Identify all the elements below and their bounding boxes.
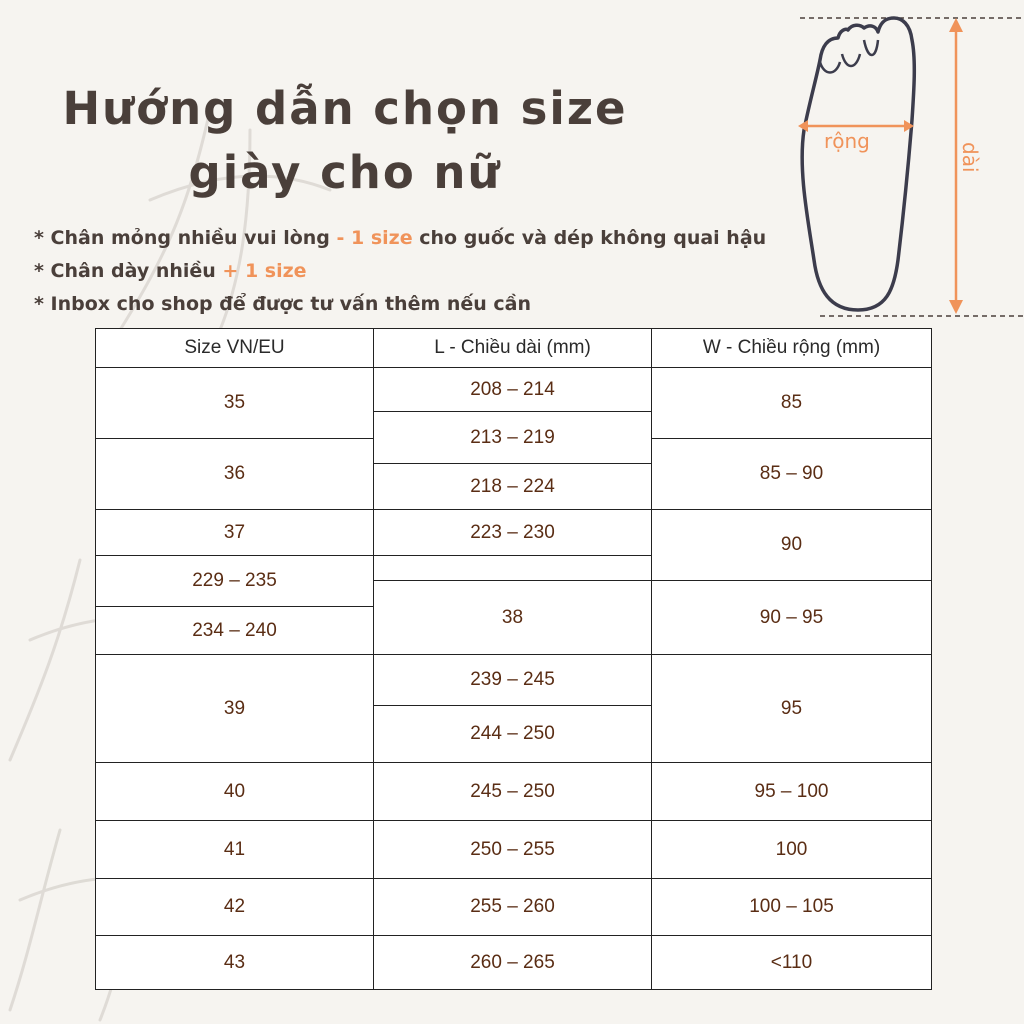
notes-list — [34, 222, 814, 321]
size-cell: 38 — [374, 581, 652, 655]
width-cell: 85 — [652, 368, 932, 439]
length-cell: 213 – 219 — [374, 412, 652, 464]
width-cell: <110 — [652, 936, 932, 990]
width-cell: 85 – 90 — [652, 439, 932, 510]
length-cell: 229 – 235 — [96, 556, 374, 607]
length-cell: 245 – 250 — [374, 763, 652, 821]
size-cell: 36 — [96, 439, 374, 510]
length-cell: 255 – 260 — [374, 879, 652, 936]
header-size: Size VN/EU — [96, 329, 374, 368]
length-cell: 239 – 245 — [374, 655, 652, 706]
table-row — [96, 655, 932, 706]
width-cell: 100 — [652, 821, 932, 879]
note-accent: + 1 size — [222, 260, 307, 282]
note-thin-feet — [34, 222, 814, 255]
table-header-row — [96, 329, 932, 368]
note-text: * Inbox cho shop để được tư vấn thêm nếu cần — [34, 293, 532, 315]
table-row — [96, 368, 932, 412]
size-cell: 35 — [96, 368, 374, 439]
note-text: * Chân dày nhiều — [34, 260, 223, 282]
length-cell: 208 – 214 — [374, 368, 652, 412]
size-cell: 41 — [96, 821, 374, 879]
table-row — [96, 763, 932, 821]
length-cell: 260 – 265 — [374, 936, 652, 990]
width-cell: 100 – 105 — [652, 879, 932, 936]
size-cell: 39 — [96, 655, 374, 763]
note-text: cho guốc và dép không quai hậu — [412, 227, 767, 249]
page-subtitle: giày cho nữ — [188, 146, 502, 199]
size-cell: 37 — [96, 510, 374, 556]
length-cell: 244 – 250 — [374, 706, 652, 763]
size-table — [95, 328, 932, 990]
note-thick-feet — [34, 255, 814, 288]
table-row — [96, 879, 932, 936]
length-label: dài — [958, 142, 982, 173]
width-cell: 95 – 100 — [652, 763, 932, 821]
length-cell: 234 – 240 — [96, 607, 374, 655]
size-cell: 43 — [96, 936, 374, 990]
length-cell: 223 – 230 — [374, 510, 652, 556]
header-width: W - Chiều rộng (mm) — [652, 329, 932, 368]
foot-diagram — [790, 10, 1024, 320]
note-accent: - 1 size — [336, 227, 413, 249]
width-cell: 95 — [652, 655, 932, 763]
length-cell: 250 – 255 — [374, 821, 652, 879]
note-inbox — [34, 288, 814, 321]
note-text: * Chân mỏng nhiều vui lòng — [34, 227, 337, 249]
length-cell: 218 – 224 — [374, 464, 652, 510]
table-row — [96, 936, 932, 990]
width-cell: 90 – 95 — [652, 581, 932, 655]
size-cell: 40 — [96, 763, 374, 821]
size-cell: 42 — [96, 879, 374, 936]
table-row — [96, 821, 932, 879]
page-title: Hướng dẫn chọn size — [62, 82, 628, 135]
width-label: rộng — [824, 129, 870, 153]
width-cell: 90 — [652, 510, 932, 581]
header-length: L - Chiều dài (mm) — [374, 329, 652, 368]
